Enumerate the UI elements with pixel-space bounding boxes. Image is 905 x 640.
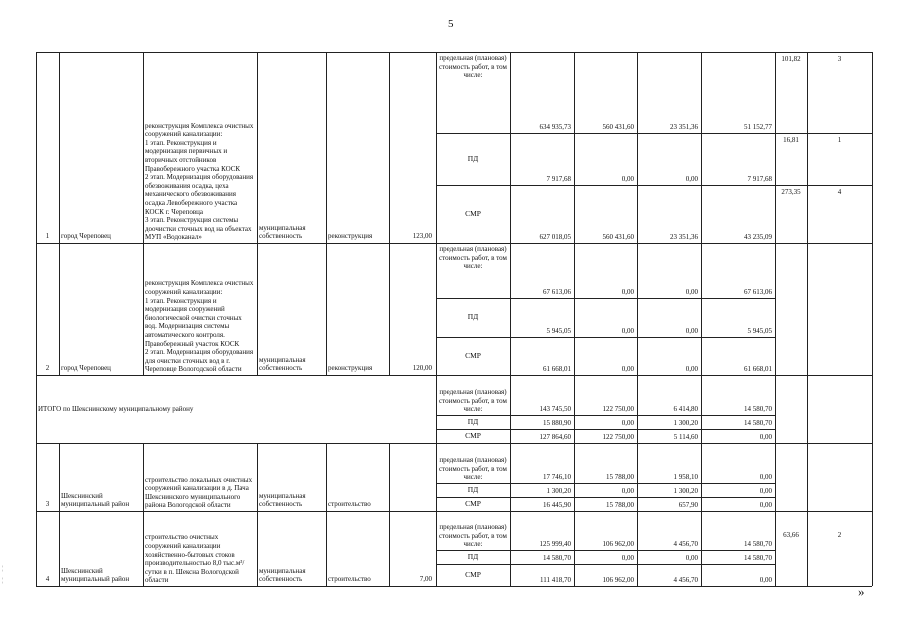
extra-value: 273,35: [781, 188, 801, 196]
column-line: [326, 52, 327, 243]
column-line: [436, 443, 437, 511]
column-line: [637, 443, 638, 511]
column-line: [257, 52, 258, 243]
work-type-cell: строительство: [328, 500, 371, 509]
cost-label-smr: СМР: [465, 430, 481, 440]
column-line: [807, 243, 808, 375]
local-value: 67 613,06: [744, 288, 772, 297]
territory-cell: Шекснинский муниципальный район: [61, 491, 130, 509]
total-value: 1 300,20: [546, 487, 571, 496]
column-line: [574, 511, 575, 586]
territory-cell: город Череповец: [61, 364, 111, 373]
local-value: 61 668,01: [744, 365, 772, 374]
column-line: [436, 375, 437, 443]
cost-label-total: предельная (плановая) стоимость работ, в том числе:: [439, 523, 507, 549]
column-line: [872, 511, 873, 586]
federal-value: 122 750,00: [602, 433, 634, 442]
ownership-cell: муниципальная собственность: [259, 491, 306, 509]
column-line: [36, 243, 37, 375]
continuation-mark: »: [858, 584, 865, 599]
total-value: 14 580,70: [543, 554, 571, 563]
column-line: [143, 243, 144, 375]
row-number: 3: [45, 500, 50, 509]
federal-value: 106 962,00: [602, 540, 634, 549]
total-value: 61 668,01: [543, 365, 571, 374]
total-value: 111 418,70: [540, 576, 571, 585]
description-cell: строительство локальных очистных сооружений канализации в д. Пача Шекснинского муниципального района Вологодской области: [145, 475, 253, 510]
column-line: [872, 243, 873, 375]
column-line: [326, 443, 327, 511]
cost-label-pd: ПД: [467, 153, 479, 163]
column-line: [59, 443, 60, 511]
cost-label-smr: СМР: [465, 350, 481, 360]
local-value: 14 580,70: [744, 554, 772, 563]
last-value: [809, 301, 870, 315]
column-line: [510, 375, 511, 443]
column-line: [143, 52, 144, 243]
column-line: [637, 375, 638, 443]
local-value: 14 580,70: [744, 540, 772, 549]
column-line: [574, 375, 575, 443]
column-line: [510, 443, 511, 511]
regional-value: 4 456,70: [673, 576, 698, 585]
capacity-cell: 123,00: [412, 232, 432, 241]
column-line: [510, 511, 511, 586]
column-line: [872, 52, 873, 243]
cost-label-pd: ПД: [467, 484, 479, 494]
ownership-cell: муниципальная собственность: [259, 566, 306, 584]
column-line: [36, 375, 37, 443]
column-line: [257, 511, 258, 586]
column-line: [701, 375, 702, 443]
row-number: 4: [45, 575, 50, 584]
last-value: 2: [837, 531, 842, 539]
last-value: [809, 340, 870, 354]
federal-value: 0,00: [621, 327, 634, 336]
local-value: 0,00: [759, 501, 772, 510]
regional-value: 0,00: [685, 554, 698, 563]
capacity-cell: 120,00: [412, 364, 432, 373]
local-value: 0,00: [759, 433, 772, 442]
column-line: [807, 52, 808, 243]
regional-value: 5 114,60: [673, 433, 698, 442]
extra-value: 63,66: [783, 531, 799, 539]
federal-value: 15 788,00: [606, 501, 634, 510]
federal-value: 0,00: [621, 288, 634, 297]
federal-value: 0,00: [621, 487, 634, 496]
column-line: [36, 52, 37, 243]
local-value: 0,00: [759, 576, 772, 585]
ownership-cell: муниципальная собственность: [259, 355, 306, 373]
total-value: 67 613,06: [543, 288, 571, 297]
local-value: 14 580,70: [744, 419, 772, 428]
last-value: 1: [837, 136, 842, 144]
margin-mark: ¦: [2, 578, 4, 584]
column-line: [775, 243, 776, 375]
column-line: [775, 375, 776, 443]
column-line: [701, 52, 702, 243]
description-cell: реконструкция Комплекса очистных сооружений канализации: 1 этап. Реконструкция и модернизация первичных и вторичных отстойников Правобережного участка КОСК 2 этап. Модернизация оборудования обезвоживания осадка, цеха механического обезвоживания осадка Левобережного участка КОСК г. Череповца 3 этап. Реконструкция системы доочистки сточных вод на объектах МУП «Водоканал»: [145, 121, 254, 242]
cost-label-pd: ПД: [467, 312, 479, 322]
column-line: [574, 52, 575, 243]
extra-value: [777, 301, 805, 315]
territory-cell: Шекснинский муниципальный район: [61, 566, 130, 584]
column-line: [257, 443, 258, 511]
regional-value: 1 300,20: [673, 487, 698, 496]
column-line: [59, 243, 60, 375]
row-number: 1: [45, 232, 50, 241]
last-value: 3: [837, 55, 842, 63]
cost-label-smr: СМР: [465, 208, 481, 218]
regional-value: 4 456,70: [673, 540, 698, 549]
cost-label-smr: СМР: [465, 569, 481, 579]
cost-label-total: предельная (плановая) стоимость работ, в том числе:: [439, 54, 507, 80]
column-line: [807, 511, 808, 586]
column-line: [436, 52, 437, 243]
column-line: [701, 243, 702, 375]
ownership-cell: муниципальная собственность: [259, 223, 306, 241]
local-value: 7 917,68: [747, 175, 772, 184]
federal-value: 560 431,60: [602, 233, 634, 242]
column-line: [436, 511, 437, 586]
local-value: 51 152,77: [744, 123, 772, 132]
column-line: [59, 511, 60, 586]
total-value: 5 945,05: [546, 327, 571, 336]
regional-value: 657,90: [678, 501, 698, 510]
total-value: 127 864,60: [539, 433, 571, 442]
column-line: [637, 511, 638, 586]
column-line: [389, 243, 390, 375]
subtotal-label: ИТОГО по Шекснинскому муниципальному району: [38, 404, 194, 413]
federal-value: 0,00: [621, 554, 634, 563]
page-number: 5: [448, 18, 454, 30]
column-line: [510, 52, 511, 243]
column-line: [775, 52, 776, 243]
column-line: [326, 243, 327, 375]
extra-value: 101,82: [781, 55, 801, 63]
regional-value: 23 351,36: [670, 123, 698, 132]
cost-label-total: предельная (плановая) стоимость работ, в том числе:: [439, 456, 507, 482]
column-line: [510, 243, 511, 375]
total-value: 125 999,40: [539, 540, 571, 549]
federal-value: 0,00: [621, 365, 634, 374]
column-line: [326, 511, 327, 586]
column-line: [807, 443, 808, 511]
regional-value: 0,00: [685, 175, 698, 184]
federal-value: 560 431,60: [602, 123, 634, 132]
cost-label-smr: СМР: [465, 498, 481, 508]
column-line: [872, 443, 873, 511]
column-line: [143, 511, 144, 586]
column-line: [637, 243, 638, 375]
column-line: [143, 443, 144, 511]
column-line: [36, 443, 37, 511]
regional-value: 1 958,10: [673, 473, 698, 482]
total-value: 17 746,10: [543, 473, 571, 482]
cost-label-pd: ПД: [467, 551, 479, 561]
column-line: [389, 511, 390, 586]
column-line: [59, 52, 60, 243]
column-line: [389, 443, 390, 511]
row-separator: [36, 586, 872, 587]
cost-label-pd: ПД: [467, 416, 479, 426]
work-type-cell: строительство: [328, 575, 371, 584]
column-line: [436, 243, 437, 375]
column-line: [36, 511, 37, 586]
description-cell: строительство очистных сооружений канализации хозяйственно-бытовых стоков производительностью 8,0 тыс.м³/сутки в п. Шексна Вологодской области: [145, 533, 245, 585]
extra-value: [777, 246, 805, 260]
column-line: [389, 52, 390, 243]
regional-value: 0,00: [685, 365, 698, 374]
column-line: [701, 443, 702, 511]
total-value: 634 935,73: [539, 123, 571, 132]
row-number: 2: [45, 364, 50, 373]
column-line: [807, 375, 808, 443]
column-line: [701, 511, 702, 586]
cost-label-total: предельная (плановая) стоимость работ, в том числе:: [439, 245, 507, 271]
total-value: 7 917,68: [546, 175, 571, 184]
capacity-cell: 7,00: [419, 575, 432, 584]
regional-value: 0,00: [685, 288, 698, 297]
regional-value: 6 414,80: [673, 405, 698, 414]
last-value: [809, 246, 870, 260]
last-value: 4: [837, 188, 842, 196]
column-line: [872, 375, 873, 443]
territory-cell: город Череповец: [61, 232, 111, 241]
cost-label-total: предельная (плановая) стоимость работ, в том числе:: [439, 388, 507, 414]
capacity-cell: [391, 443, 432, 509]
work-type-cell: реконструкция: [328, 232, 373, 241]
regional-value: 23 351,36: [670, 233, 698, 242]
local-value: 43 235,09: [744, 233, 772, 242]
local-value: 14 580,70: [744, 405, 772, 414]
total-value: 16 445,90: [543, 501, 571, 510]
column-line: [775, 511, 776, 586]
regional-value: 0,00: [685, 327, 698, 336]
federal-value: 122 750,00: [602, 405, 634, 414]
column-line: [257, 243, 258, 375]
column-line: [775, 443, 776, 511]
federal-value: 106 962,00: [602, 576, 634, 585]
local-value: 0,00: [759, 473, 772, 482]
federal-value: 0,00: [621, 175, 634, 184]
extra-value: [777, 340, 805, 354]
local-value: 5 945,05: [747, 327, 772, 336]
column-line: [574, 443, 575, 511]
local-value: 0,00: [759, 487, 772, 496]
total-value: 15 880,90: [543, 419, 571, 428]
regional-value: 1 300,20: [673, 419, 698, 428]
column-line: [637, 52, 638, 243]
margin-mark: ¦: [2, 566, 4, 572]
federal-value: 0,00: [621, 419, 634, 428]
column-line: [574, 243, 575, 375]
federal-value: 15 788,00: [606, 473, 634, 482]
extra-value: 16,81: [783, 136, 799, 144]
total-value: 627 018,05: [539, 233, 571, 242]
work-type-cell: реконструкция: [328, 364, 373, 373]
description-cell: реконструкция Комплекса очистных сооружений канализации: 1 этап. Реконструкция и модернизация сооружений биологической очистки сточных вод. Модернизация системы автоматического контроля. Правобережный участок КОСК 2 этап. Модернизация оборудования для очистки сточных вод в г. Череповце Вологодской области: [145, 279, 254, 374]
total-value: 143 745,50: [539, 405, 571, 414]
